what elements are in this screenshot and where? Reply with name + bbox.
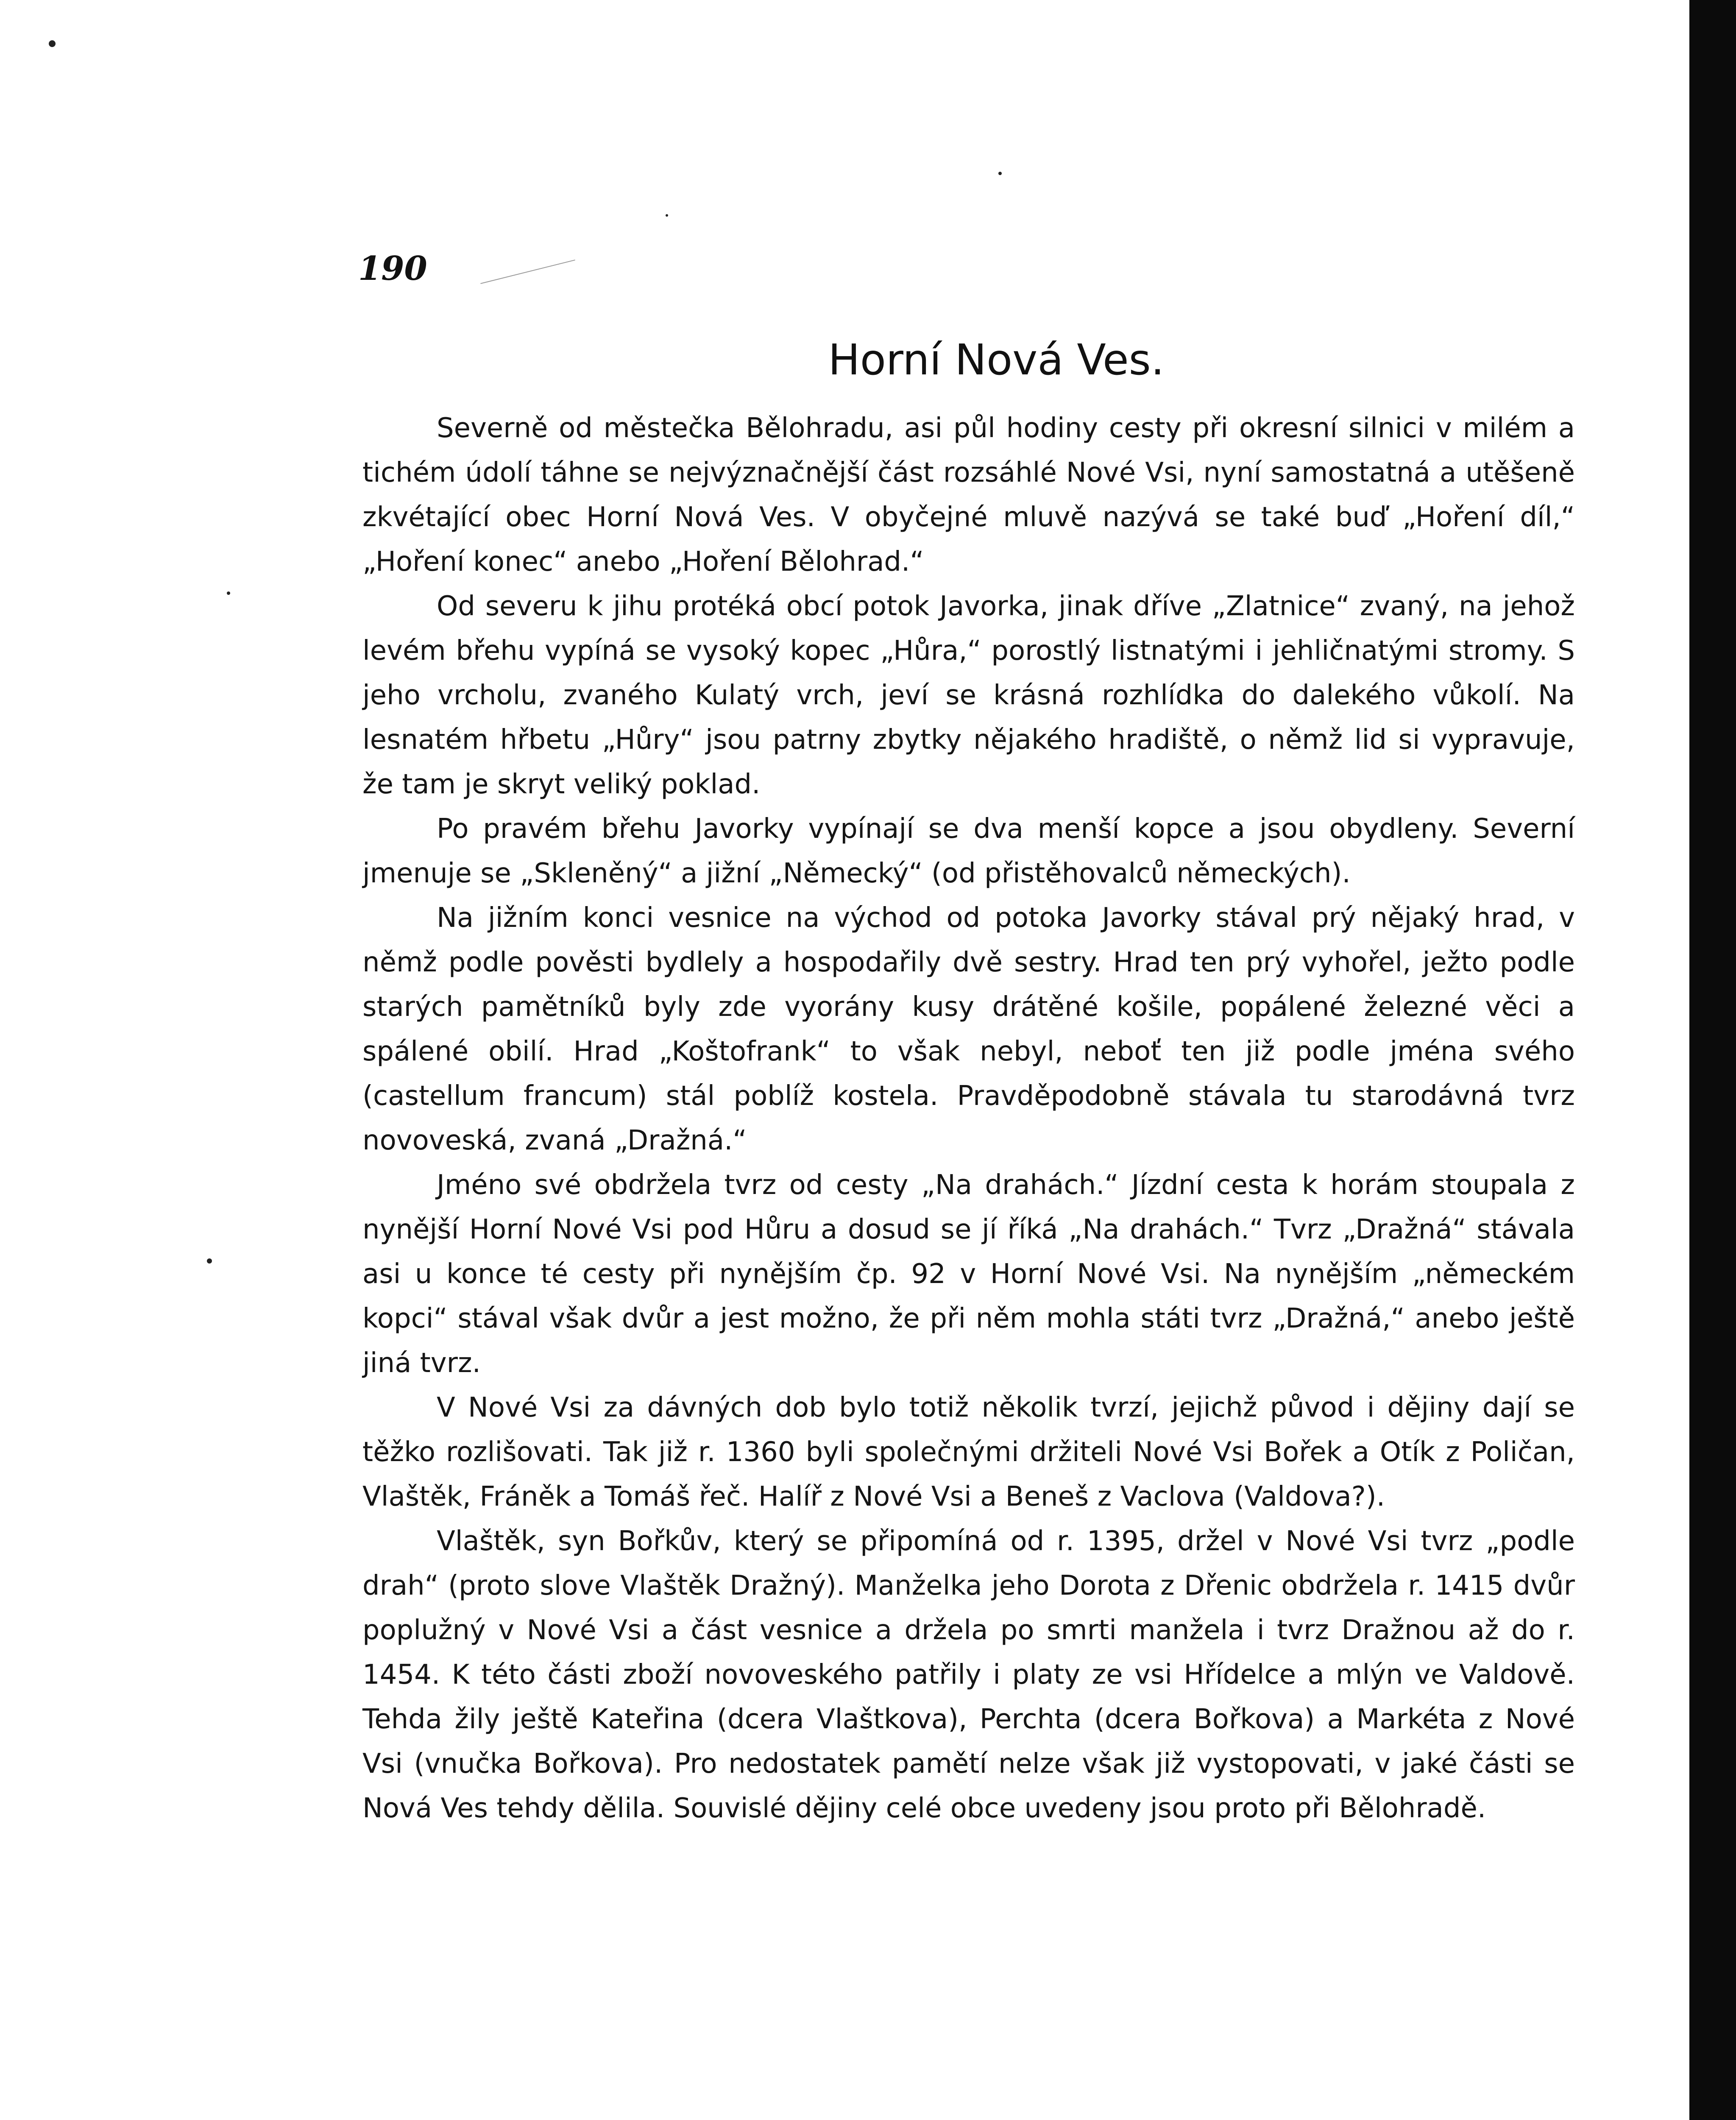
scan-border	[1689, 0, 1736, 2120]
paragraph: V Nové Vsi za dávných dob bylo totiž několik tvrzí, jejichž původ i dějiny dají se těžko rozlišovati. Tak již r. 1360 byli společnými držiteli Nové Vsi Bořek a Otík z Poličan, Vlaštěk, Fráněk a Tomáš řeč. Halíř z Nové Vsi a Beneš z Vaclova (Valdova?).	[362, 1392, 1575, 1512]
paragraph: Po pravém břehu Javorky vypínají se dva menší kopce a jsou obydleny. Severní jmenuje se „Skleněný“ a jižní „Německý“ (od přistěhovalců německých).	[362, 813, 1575, 889]
scan-speck	[227, 591, 230, 595]
scan-speck	[49, 40, 56, 47]
page-number: 190	[358, 249, 427, 288]
paragraph: Od severu k jihu protéká obcí potok Javorka, jinak dříve „Zlatnice“ zvaný, na jehož levém břehu vypíná se vysoký kopec „Hůra,“ porostlý listnatými i jehličnatými stromy. S jeho vrcholu, zvaného Kulatý vrch, jeví se krásná rozhlídka do dalekého vůkolí. Na lesnatém hřbetu „Hůry“ jsou patrny zbytky nějakého hradiště, o němž lid si vypravuje, že tam je skryt veliký poklad.	[362, 591, 1575, 800]
page-title: Horní Nová Ves.	[828, 335, 1165, 385]
body-text	[362, 406, 1575, 1831]
scan-speck	[998, 172, 1002, 175]
paragraph: Severně od městečka Bělohradu, asi půl hodiny cesty při okresní silnici v milém a tichém údolí táhne se nejvýznačnější část rozsáhlé Nové Vsi, nyní samostatná a utěšeně zkvétající obec Horní Nová Ves. V obyčejné mluvě nazývá se také buď „Hoření díl,“ „Hoření konec“ anebo „Hoření Bělohrad.“	[362, 413, 1575, 577]
scan-pencil-mark	[480, 259, 575, 284]
paragraph: Vlaštěk, syn Bořkův, který se připomíná od r. 1395, držel v Nové Vsi tvrz „podle drah“ (proto slove Vlaštěk Dražný). Manželka jeho Dorota z Dřenic obdržela r. 1415 dvůr poplužný v Nové Vsi a část vesnice a držela po smrti manžela i tvrz Dražnou až do r. 1454. K této části zboží novoveského patřily i platy ze vsi Hřídelce a mlýn ve Valdově. Tehda žily ještě Kateřina (dcera Vlaštkova), Perchta (dcera Bořkova) a Markéta z Nové Vsi (vnučka Bořkova). Pro nedostatek pamětí nelze však již vystopovati, v jaké části se Nová Ves tehdy dělila. Souvislé dějiny celé obce uvedeny jsou proto při Bělohradě.	[362, 1526, 1575, 1824]
paragraph: Jméno své obdržela tvrz od cesty „Na drahách.“ Jízdní cesta k horám stoupala z nynější Horní Nové Vsi pod Hůru a dosud se jí říká „Na drahách.“ Tvrz „Dražná“ stávala asi u konce té cesty při nynějším čp. 92 v Horní Nové Vsi. Na nynějším „německém kopci“ stával však dvůr a jest možno, že při něm mohla státi tvrz „Dražná,“ anebo ještě jiná tvrz.	[362, 1169, 1575, 1379]
scan-speck	[207, 1258, 212, 1264]
paragraph: Na jižním konci vesnice na východ od potoka Javorky stával prý nějaký hrad, v němž podle pověsti bydlely a hospodařily dvě sestry. Hrad ten prý vyhořel, ježto podle starých pamětníků byly zde vyorány kusy drátěné košile, popálené železné věci a spálené obilí. Hrad „Koštofrank“ to však nebyl, neboť ten již podle jména svého (castellum francum) stál poblíž kostela. Pravděpodobně stávala tu starodávná tvrz novoveská, zvaná „Dražná.“	[362, 902, 1575, 1156]
scan-speck	[666, 214, 668, 217]
